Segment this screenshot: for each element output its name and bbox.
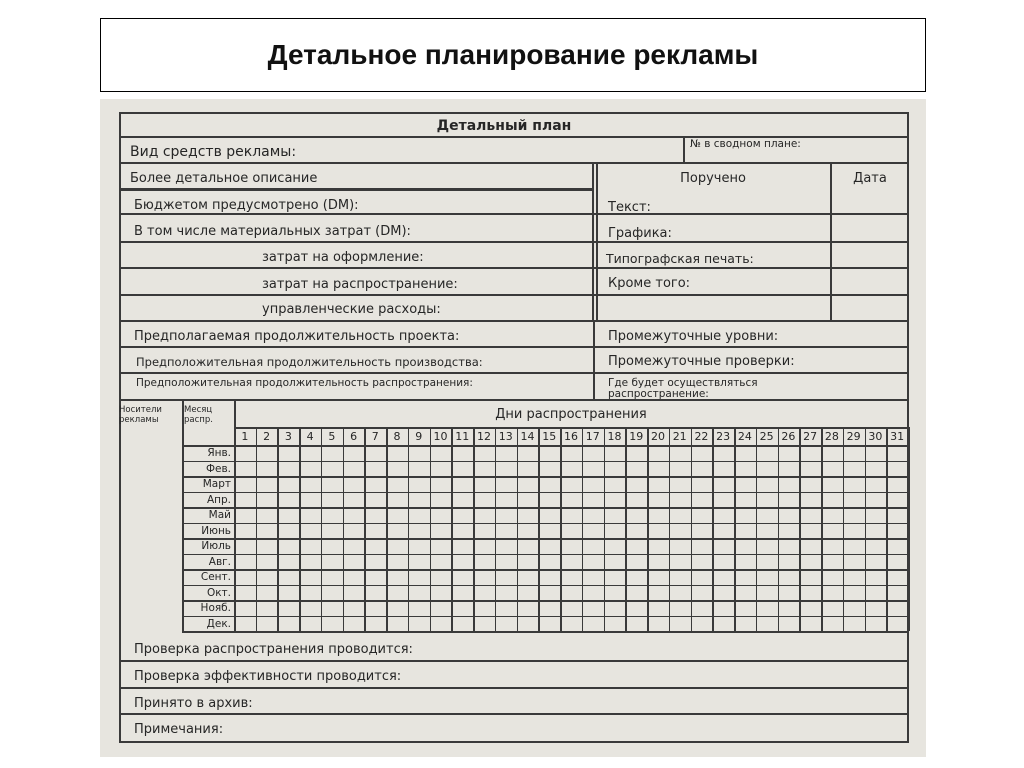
form-rule bbox=[821, 427, 823, 631]
month-label: Июль bbox=[201, 540, 231, 552]
form-rule bbox=[119, 213, 908, 215]
form-rule bbox=[691, 427, 693, 631]
form-rule bbox=[321, 427, 323, 631]
intermediate-checks-label: Промежуточные проверки: bbox=[608, 354, 795, 369]
efficiency-check-label: Проверка эффективности проводится: bbox=[134, 669, 402, 684]
form-rule bbox=[886, 427, 888, 631]
form-rule bbox=[669, 427, 671, 631]
detailed-plan-form bbox=[100, 99, 926, 757]
distribution-check-label: Проверка распространения проводится: bbox=[134, 642, 413, 657]
day-number: 25 bbox=[759, 430, 774, 443]
month-label: Янв. bbox=[207, 447, 231, 459]
material-costs-label: В том числе материальных затрат (DM): bbox=[134, 224, 411, 239]
form-rule bbox=[593, 320, 595, 399]
text-label: Текст: bbox=[608, 200, 651, 215]
day-number: 22 bbox=[694, 430, 709, 443]
form-rule bbox=[119, 189, 593, 191]
day-number: 17 bbox=[585, 430, 600, 443]
form-rule bbox=[756, 427, 758, 631]
month-label: Нояб. bbox=[200, 602, 231, 614]
day-number: 8 bbox=[393, 430, 401, 443]
form-rule bbox=[119, 320, 908, 322]
form-rule bbox=[119, 267, 908, 269]
form-rule bbox=[908, 427, 910, 631]
day-number: 30 bbox=[868, 430, 883, 443]
form-rule bbox=[734, 427, 736, 631]
carriers-label: Носители рекламы bbox=[119, 405, 162, 425]
form-rule bbox=[256, 427, 258, 631]
day-number: 7 bbox=[371, 430, 379, 443]
form-rule bbox=[408, 427, 410, 631]
month-label: Май bbox=[208, 509, 231, 521]
form-rule bbox=[596, 162, 598, 320]
day-number: 23 bbox=[716, 430, 731, 443]
form-rule bbox=[592, 162, 594, 320]
page-title: Детальное планирование рекламы bbox=[100, 18, 926, 92]
day-number: 6 bbox=[350, 430, 358, 443]
form-rule bbox=[119, 112, 908, 114]
form-rule bbox=[119, 660, 908, 662]
form-rule bbox=[119, 241, 908, 243]
form-rule bbox=[625, 427, 627, 631]
form-rule bbox=[712, 427, 714, 631]
day-number: 21 bbox=[672, 430, 687, 443]
month-label: Март bbox=[202, 478, 231, 490]
besides-label: Кроме того: bbox=[608, 276, 691, 291]
day-number: 26 bbox=[781, 430, 796, 443]
day-number: 13 bbox=[498, 430, 513, 443]
month-label: Фев. bbox=[205, 462, 231, 475]
form-rule bbox=[604, 427, 606, 631]
month-label: Авг. bbox=[208, 555, 231, 568]
day-number: 27 bbox=[803, 430, 818, 443]
form-rule bbox=[647, 427, 649, 631]
day-number: 4 bbox=[306, 430, 314, 443]
month-label: Июнь bbox=[201, 524, 231, 537]
day-number: 2 bbox=[263, 430, 271, 443]
form-rule bbox=[119, 687, 908, 689]
date-label: Дата bbox=[853, 171, 887, 186]
days-label: Дни распространения bbox=[495, 407, 647, 422]
form-rule bbox=[119, 372, 908, 374]
form-rule bbox=[683, 136, 685, 162]
form-rule bbox=[430, 427, 432, 631]
where-label: Где будет осуществляться распространение: bbox=[608, 377, 758, 400]
day-number: 1 bbox=[241, 430, 249, 443]
assigned-label: Поручено bbox=[680, 171, 746, 186]
form-rule bbox=[277, 427, 279, 631]
form-rule bbox=[119, 346, 908, 348]
summary-plan-no-label: № в сводном плане: bbox=[690, 138, 801, 150]
month-label: Месяц распр. bbox=[184, 405, 213, 425]
day-number: 18 bbox=[607, 430, 622, 443]
day-number: 15 bbox=[542, 430, 557, 443]
day-number: 24 bbox=[737, 430, 752, 443]
form-rule bbox=[119, 713, 908, 715]
form-rule bbox=[119, 112, 121, 743]
form-rule bbox=[119, 162, 908, 164]
month-label: Апр. bbox=[206, 493, 231, 506]
form-rule bbox=[778, 427, 780, 631]
form-rule bbox=[517, 427, 519, 631]
management-costs-label: управленческие расходы: bbox=[262, 302, 441, 317]
form-rule bbox=[843, 427, 845, 631]
form-rule bbox=[473, 427, 475, 631]
day-number: 20 bbox=[650, 430, 665, 443]
day-number: 10 bbox=[433, 430, 448, 443]
form-rule bbox=[364, 427, 366, 631]
distribution-duration-label: Предположительная продолжительность распространения: bbox=[136, 377, 473, 389]
form-rule bbox=[343, 427, 345, 631]
day-number: 11 bbox=[455, 430, 470, 443]
graphics-label: Графика: bbox=[608, 226, 672, 241]
detailed-description-label: Более детальное описание bbox=[130, 171, 318, 186]
form-rule bbox=[182, 631, 908, 633]
archive-label: Принято в архив: bbox=[134, 696, 253, 711]
day-number: 9 bbox=[415, 430, 423, 443]
form-rule bbox=[865, 427, 867, 631]
media-type-label: Вид средств рекламы: bbox=[130, 144, 297, 160]
day-number: 16 bbox=[563, 430, 578, 443]
month-label: Сент. bbox=[200, 571, 231, 583]
form-rule bbox=[386, 427, 388, 631]
day-number: 28 bbox=[824, 430, 839, 443]
form-rule bbox=[234, 427, 908, 429]
day-number: 12 bbox=[477, 430, 492, 443]
form-rule bbox=[495, 427, 497, 631]
day-number: 14 bbox=[520, 430, 535, 443]
form-rule bbox=[119, 741, 908, 743]
budget-label: Бюджетом предусмотрено (DM): bbox=[134, 198, 359, 213]
design-costs-label: затрат на оформление: bbox=[262, 250, 424, 265]
form-rule bbox=[538, 427, 540, 631]
day-number: 3 bbox=[284, 430, 292, 443]
day-number: 5 bbox=[328, 430, 336, 443]
form-rule bbox=[299, 427, 301, 631]
production-duration-label: Предположительная продолжительность производства: bbox=[136, 355, 483, 369]
distribution-costs-label: затрат на распространение: bbox=[262, 277, 458, 292]
month-label: Дек. bbox=[206, 617, 231, 630]
day-number: 31 bbox=[890, 430, 905, 443]
month-label: Окт. bbox=[206, 586, 231, 599]
day-number: 29 bbox=[846, 430, 861, 443]
form-rule bbox=[582, 427, 584, 631]
form-rule bbox=[234, 427, 236, 631]
form-rule bbox=[560, 427, 562, 631]
form-rule bbox=[799, 427, 801, 631]
printing-label: Типографская печать: bbox=[606, 251, 754, 266]
intermediate-levels-label: Промежуточные уровни: bbox=[608, 329, 779, 344]
form-header: Детальный план bbox=[436, 118, 572, 134]
form-rule bbox=[119, 294, 908, 296]
form-rule bbox=[830, 162, 832, 320]
project-duration-label: Предполагаемая продолжительность проекта: bbox=[134, 329, 460, 344]
day-number: 19 bbox=[629, 430, 644, 443]
form-rule bbox=[451, 427, 453, 631]
notes-label: Примечания: bbox=[134, 722, 224, 737]
